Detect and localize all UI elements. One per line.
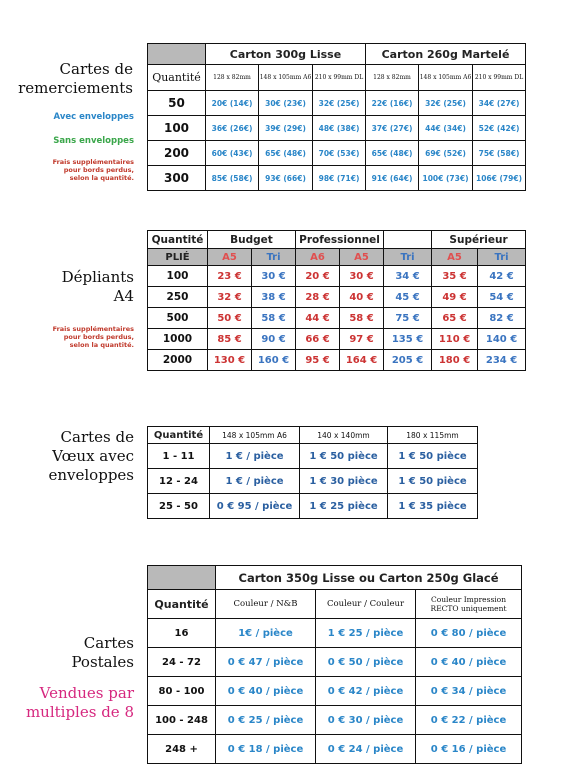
price-cell: 54 € bbox=[478, 287, 526, 308]
price-cell: 45 € bbox=[384, 287, 432, 308]
note-frais-remerciements bbox=[0, 158, 134, 182]
qty-header: Quantité bbox=[148, 231, 208, 249]
qty-cell: 1000 bbox=[148, 329, 208, 350]
table-row bbox=[148, 166, 526, 191]
table-row bbox=[148, 116, 526, 141]
fold-header: A5 bbox=[208, 249, 252, 266]
table-row bbox=[148, 677, 522, 706]
price-cell: 50 € bbox=[208, 308, 252, 329]
voeux-title-line3: enveloppes bbox=[48, 466, 134, 484]
fold-header: Tri bbox=[478, 249, 526, 266]
price-cell: 110 € bbox=[432, 329, 478, 350]
postales-table bbox=[147, 565, 522, 764]
fold-header: Tri bbox=[384, 249, 432, 266]
price-cell: 37€ (27€) bbox=[366, 116, 419, 141]
qty-header: Quantité bbox=[148, 590, 216, 619]
price-cell: 28 € bbox=[296, 287, 340, 308]
price-cell: 106€ (79€) bbox=[473, 166, 526, 191]
postales-subtitle bbox=[0, 684, 134, 722]
price-cell: 0 € 16 / pièce bbox=[416, 735, 522, 764]
price-cell: 82 € bbox=[478, 308, 526, 329]
qty-cell: 24 - 72 bbox=[148, 648, 216, 677]
price-cell: 1 € / pièce bbox=[210, 469, 300, 494]
depliants-title-line2: A4 bbox=[113, 287, 134, 305]
group-header-superieur: Supérieur bbox=[432, 231, 526, 249]
table-row bbox=[148, 735, 522, 764]
qty-cell: 100 bbox=[148, 266, 208, 287]
price-cell: 1€ / pièce bbox=[216, 619, 316, 648]
depliants-table bbox=[147, 230, 526, 371]
price-cell: 1 € 50 pièce bbox=[388, 444, 478, 469]
price-cell: 75 € bbox=[384, 308, 432, 329]
price-cell: 98€ (71€) bbox=[313, 166, 366, 191]
size-header: 128 x 82mm bbox=[206, 65, 259, 91]
price-cell: 39€ (29€) bbox=[259, 116, 313, 141]
qty-cell: 1 - 11 bbox=[148, 444, 210, 469]
frais-line3: selon la quantité. bbox=[69, 341, 134, 349]
price-cell: 20€ (14€) bbox=[206, 91, 259, 116]
postales-title bbox=[0, 634, 134, 672]
remerciements-corner bbox=[148, 44, 206, 65]
price-cell: 30€ (23€) bbox=[259, 91, 313, 116]
price-cell: 22€ (16€) bbox=[366, 91, 419, 116]
price-cell: 95 € bbox=[296, 350, 340, 371]
option-header: Couleur / Couleur bbox=[316, 590, 416, 619]
price-cell: 69€ (52€) bbox=[419, 141, 473, 166]
table-row bbox=[148, 266, 526, 287]
price-cell: 34 € bbox=[384, 266, 432, 287]
price-cell: 75€ (58€) bbox=[473, 141, 526, 166]
price-cell: 58 € bbox=[340, 308, 384, 329]
price-cell: 160 € bbox=[252, 350, 296, 371]
qty-cell: 250 bbox=[148, 287, 208, 308]
qty-cell: 80 - 100 bbox=[148, 677, 216, 706]
price-cell: 32€ (25€) bbox=[313, 91, 366, 116]
depliants-title bbox=[0, 268, 134, 306]
price-cell: 42 € bbox=[478, 266, 526, 287]
option-header: Couleur / N&B bbox=[216, 590, 316, 619]
price-cell: 0 € 34 / pièce bbox=[416, 677, 522, 706]
price-cell: 44 € bbox=[296, 308, 340, 329]
fold-header: A6 bbox=[296, 249, 340, 266]
qty-cell: 500 bbox=[148, 308, 208, 329]
price-cell: 0 € 95 / pièce bbox=[210, 494, 300, 519]
frais-line3: selon la quantité. bbox=[69, 174, 134, 182]
price-cell: 97 € bbox=[340, 329, 384, 350]
price-cell: 0 € 30 / pièce bbox=[316, 706, 416, 735]
qty-cell: 16 bbox=[148, 619, 216, 648]
frais-line2: pour bords perdus, bbox=[63, 333, 134, 341]
size-header: 148 x 105mm A6 bbox=[259, 65, 313, 91]
size-header: 140 x 140mm bbox=[300, 427, 388, 444]
frais-line1: Frais supplémentaires bbox=[52, 325, 134, 333]
qty-cell: 25 - 50 bbox=[148, 494, 210, 519]
group-header-professionnel: Professionnel bbox=[296, 231, 384, 249]
size-header: 128 x 82mm bbox=[366, 65, 419, 91]
price-cell: 35 € bbox=[432, 266, 478, 287]
qty-header: Quantité bbox=[148, 427, 210, 444]
price-cell: 130 € bbox=[208, 350, 252, 371]
group-header-empty bbox=[384, 231, 432, 249]
qty-cell: 100 - 248 bbox=[148, 706, 216, 735]
price-cell: 1 € 30 pièce bbox=[300, 469, 388, 494]
table-row bbox=[148, 494, 478, 519]
postales-sub-line1: Vendues par bbox=[39, 684, 134, 702]
price-cell: 91€ (64€) bbox=[366, 166, 419, 191]
table-row bbox=[148, 141, 526, 166]
price-cell: 65€ (48€) bbox=[366, 141, 419, 166]
qty-cell: 50 bbox=[148, 91, 206, 116]
frais-line2: pour bords perdus, bbox=[63, 166, 134, 174]
price-cell: 85€ (58€) bbox=[206, 166, 259, 191]
price-cell: 30 € bbox=[252, 266, 296, 287]
qty-cell: 200 bbox=[148, 141, 206, 166]
table-row bbox=[148, 706, 522, 735]
price-cell: 140 € bbox=[478, 329, 526, 350]
postales-sub-line2: multiples de 8 bbox=[25, 703, 134, 721]
price-cell: 85 € bbox=[208, 329, 252, 350]
voeux-title-line1: Cartes de bbox=[60, 428, 134, 446]
price-cell: 40 € bbox=[340, 287, 384, 308]
voeux-title bbox=[0, 428, 134, 485]
price-cell: 0 € 80 / pièce bbox=[416, 619, 522, 648]
price-cell: 23 € bbox=[208, 266, 252, 287]
price-cell: 0 € 50 / pièce bbox=[316, 648, 416, 677]
price-cell: 90 € bbox=[252, 329, 296, 350]
price-cell: 135 € bbox=[384, 329, 432, 350]
note-frais-depliants bbox=[0, 325, 134, 349]
table-row bbox=[148, 287, 526, 308]
price-cell: 0 € 40 / pièce bbox=[216, 677, 316, 706]
price-cell: 164 € bbox=[340, 350, 384, 371]
price-cell: 49 € bbox=[432, 287, 478, 308]
price-cell: 180 € bbox=[432, 350, 478, 371]
price-cell: 52€ (42€) bbox=[473, 116, 526, 141]
fold-header: Tri bbox=[252, 249, 296, 266]
price-cell: 100€ (73€) bbox=[419, 166, 473, 191]
price-cell: 38 € bbox=[252, 287, 296, 308]
size-header: 210 x 99mm DL bbox=[473, 65, 526, 91]
voeux-table bbox=[147, 426, 478, 519]
group-header-260g: Carton 260g Martelé bbox=[366, 44, 526, 65]
table-row bbox=[148, 350, 526, 371]
group-header-postales: Carton 350g Lisse ou Carton 250g Glacé bbox=[216, 566, 522, 590]
price-cell: 44€ (34€) bbox=[419, 116, 473, 141]
price-cell: 48€ (38€) bbox=[313, 116, 366, 141]
price-cell: 66 € bbox=[296, 329, 340, 350]
remerciements-title-line1: Cartes de bbox=[59, 60, 133, 78]
price-cell: 70€ (53€) bbox=[313, 141, 366, 166]
price-cell: 30 € bbox=[340, 266, 384, 287]
price-cell: 0 € 47 / pièce bbox=[216, 648, 316, 677]
size-header: 148 x 105mm A6 bbox=[210, 427, 300, 444]
price-cell: 93€ (66€) bbox=[259, 166, 313, 191]
table-row bbox=[148, 648, 522, 677]
price-cell: 1 € 35 pièce bbox=[388, 494, 478, 519]
size-header: 210 x 99mm DL bbox=[313, 65, 366, 91]
note-avec-enveloppes: Avec enveloppes bbox=[53, 112, 134, 122]
qty-cell: 12 - 24 bbox=[148, 469, 210, 494]
size-header: 148 x 105mm A6 bbox=[419, 65, 473, 91]
price-cell: 205 € bbox=[384, 350, 432, 371]
remerciements-title bbox=[0, 60, 133, 98]
remerciements-table bbox=[147, 43, 526, 191]
price-cell: 1 € 50 pièce bbox=[388, 469, 478, 494]
price-cell: 58 € bbox=[252, 308, 296, 329]
qty-header: Quantité bbox=[148, 65, 206, 91]
frais-line1: Frais supplémentaires bbox=[52, 158, 134, 166]
postales-corner bbox=[148, 566, 216, 590]
price-cell: 32 € bbox=[208, 287, 252, 308]
price-cell: 0 € 22 / pièce bbox=[416, 706, 522, 735]
price-cell: 65€ (48€) bbox=[259, 141, 313, 166]
price-cell: 65 € bbox=[432, 308, 478, 329]
qty-cell: 248 + bbox=[148, 735, 216, 764]
note-sans-enveloppes: Sans enveloppes bbox=[53, 136, 134, 146]
table-row bbox=[148, 444, 478, 469]
plie-header: PLIÉ bbox=[148, 249, 208, 266]
table-row bbox=[148, 469, 478, 494]
group-header-300g: Carton 300g Lisse bbox=[206, 44, 366, 65]
fold-header: A5 bbox=[432, 249, 478, 266]
price-cell: 36€ (26€) bbox=[206, 116, 259, 141]
price-cell: 0 € 40 / pièce bbox=[416, 648, 522, 677]
table-row bbox=[148, 91, 526, 116]
price-cell: 0 € 42 / pièce bbox=[316, 677, 416, 706]
qty-cell: 300 bbox=[148, 166, 206, 191]
fold-header: A5 bbox=[340, 249, 384, 266]
price-cell: 0 € 25 / pièce bbox=[216, 706, 316, 735]
size-header: 180 x 115mm bbox=[388, 427, 478, 444]
postales-title-line1: Cartes bbox=[83, 634, 134, 652]
remerciements-title-line2: remerciements bbox=[18, 79, 133, 97]
price-cell: 0 € 24 / pièce bbox=[316, 735, 416, 764]
price-cell: 34€ (27€) bbox=[473, 91, 526, 116]
price-cell: 1 € / pièce bbox=[210, 444, 300, 469]
option-header: Couleur Impression RECTO uniquement bbox=[416, 590, 522, 619]
table-row bbox=[148, 329, 526, 350]
price-cell: 1 € 25 / pièce bbox=[316, 619, 416, 648]
table-row bbox=[148, 308, 526, 329]
group-header-budget: Budget bbox=[208, 231, 296, 249]
price-cell: 1 € 50 pièce bbox=[300, 444, 388, 469]
table-row bbox=[148, 619, 522, 648]
qty-cell: 100 bbox=[148, 116, 206, 141]
voeux-title-line2: Vœux avec bbox=[52, 447, 134, 465]
depliants-title-line1: Dépliants bbox=[61, 268, 134, 286]
postales-title-line2: Postales bbox=[71, 653, 134, 671]
price-cell: 32€ (25€) bbox=[419, 91, 473, 116]
price-cell: 1 € 25 pièce bbox=[300, 494, 388, 519]
qty-cell: 2000 bbox=[148, 350, 208, 371]
price-cell: 60€ (43€) bbox=[206, 141, 259, 166]
price-cell: 0 € 18 / pièce bbox=[216, 735, 316, 764]
price-cell: 234 € bbox=[478, 350, 526, 371]
price-cell: 20 € bbox=[296, 266, 340, 287]
